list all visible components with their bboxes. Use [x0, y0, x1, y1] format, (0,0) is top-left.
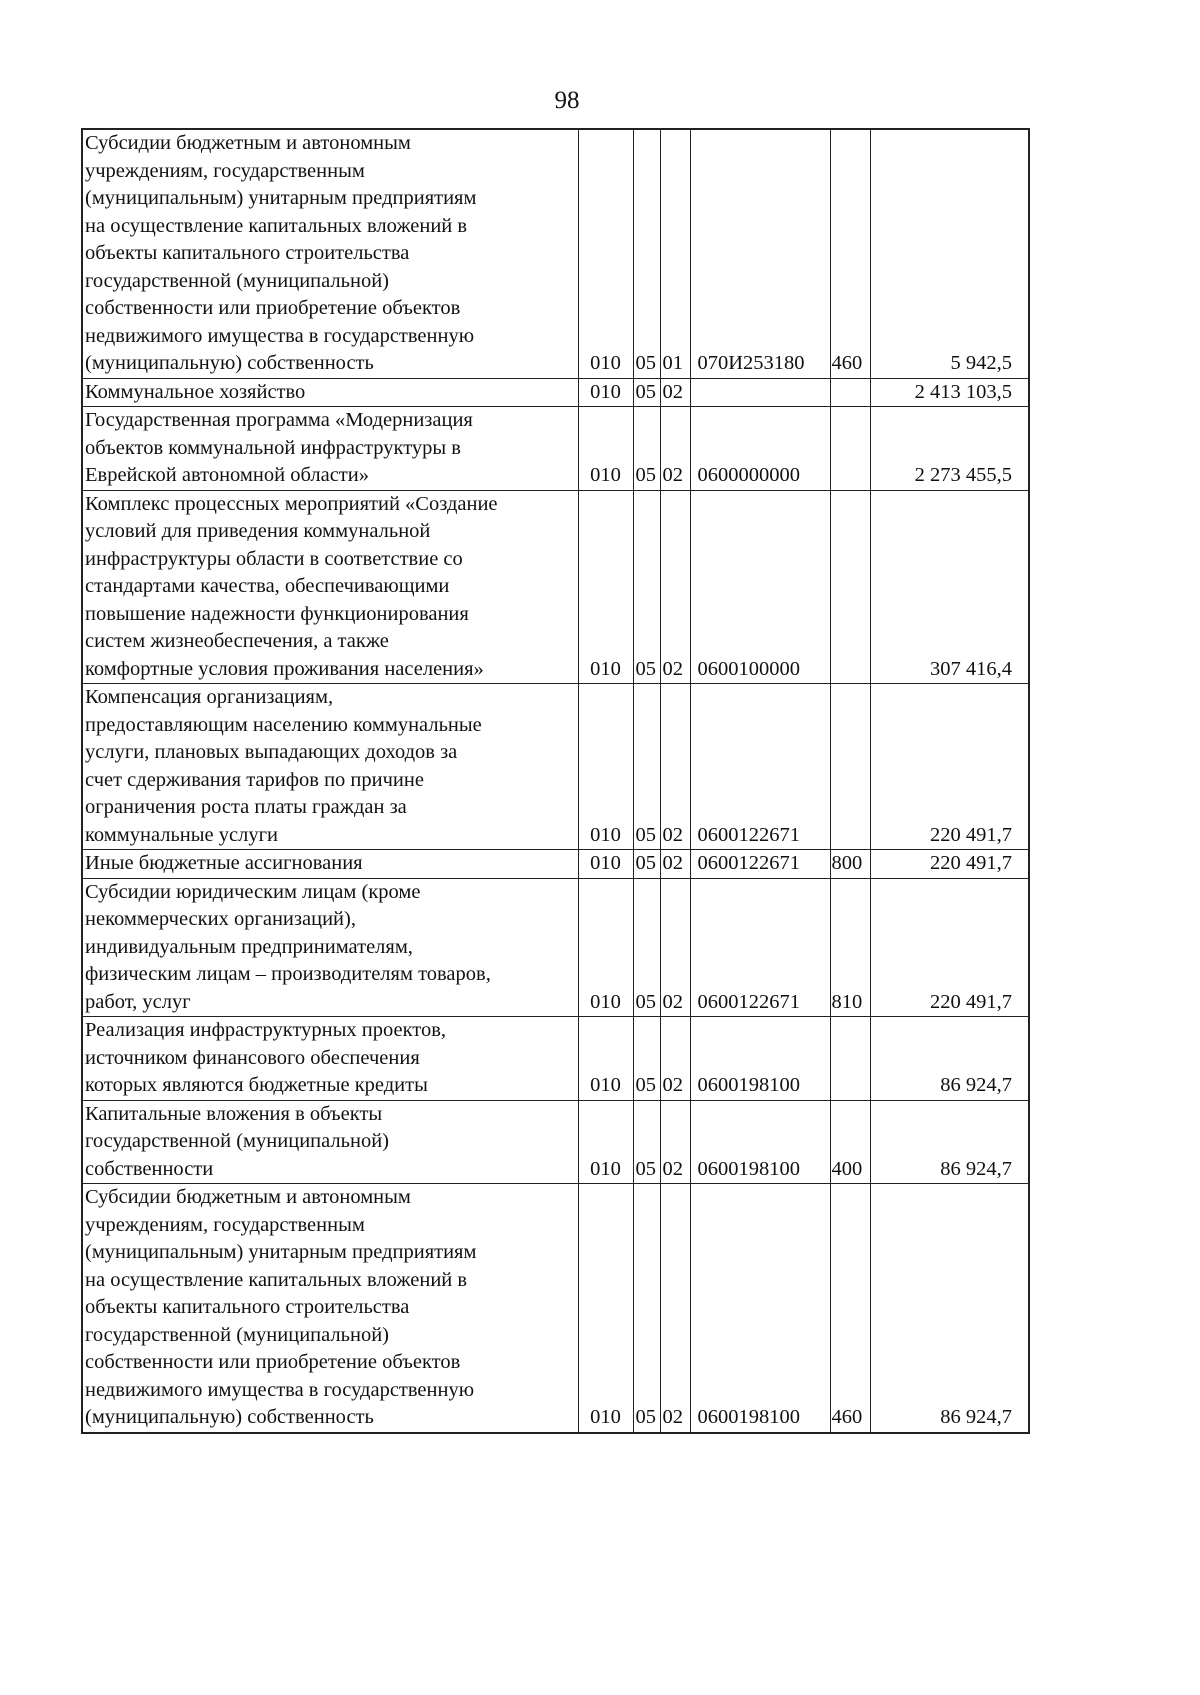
- table-row: [82, 129, 1029, 378]
- subsection-code: 02: [660, 1017, 690, 1101]
- target-article-code: [690, 378, 830, 407]
- admin-code: 010: [578, 1017, 633, 1101]
- subsection-code: 02: [660, 684, 690, 850]
- expense-type-code: [830, 1017, 870, 1101]
- table-row: [82, 850, 1029, 879]
- section-code: 05: [633, 878, 660, 1017]
- amount: 86 924,7: [870, 1184, 1029, 1433]
- amount: 86 924,7: [870, 1100, 1029, 1184]
- table-row: [82, 684, 1029, 850]
- subsection-code: 02: [660, 378, 690, 407]
- target-article-code: 0600198100: [690, 1100, 830, 1184]
- table-row: [82, 878, 1029, 1017]
- amount: 220 491,7: [870, 684, 1029, 850]
- subsection-code: 02: [660, 878, 690, 1017]
- item-name: Субсидии бюджетным и автономным учреждениям, государственным (муниципальным) унитарным предприятиям на осуществление капитальных вложений в объекты капитального строительства государственной (муниципальной) собственности или приобретение объектов недвижимого имущества в государственную (муниципальную) собственность: [82, 1184, 578, 1433]
- item-name: Коммунальное хозяйство: [82, 378, 578, 407]
- item-name: Компенсация организациям, предоставляющим населению коммунальные услуги, плановых выпадающих доходов за счет сдерживания тарифов по причине ограничения роста платы граждан за коммунальные услуги: [82, 684, 578, 850]
- section-code: 05: [633, 129, 660, 378]
- subsection-code: 01: [660, 129, 690, 378]
- subsection-code: 02: [660, 1184, 690, 1433]
- target-article-code: 0600000000: [690, 407, 830, 491]
- table-row: [82, 1017, 1029, 1101]
- section-code: 05: [633, 378, 660, 407]
- page-number: 98: [554, 87, 580, 114]
- subsection-code: 02: [660, 407, 690, 491]
- section-code: 05: [633, 1184, 660, 1433]
- expense-type-code: 460: [830, 1184, 870, 1433]
- budget-table: [81, 128, 1030, 1434]
- expense-type-code: [830, 378, 870, 407]
- item-name: Комплекс процессных мероприятий «Создание условий для приведения коммунальной инфраструктуры области в соответствие со стандартами качества, обеспечивающими повышение надежности функционирования систем жизнеобеспечения, а также комфортные условия проживания населения»: [82, 490, 578, 684]
- target-article-code: 070И253180: [690, 129, 830, 378]
- expense-type-code: 800: [830, 850, 870, 879]
- expense-type-code: [830, 490, 870, 684]
- target-article-code: 0600122671: [690, 878, 830, 1017]
- admin-code: 010: [578, 407, 633, 491]
- section-code: 05: [633, 1100, 660, 1184]
- table-row: [82, 1184, 1029, 1433]
- table-body: [82, 129, 1029, 1433]
- target-article-code: 0600100000: [690, 490, 830, 684]
- section-code: 05: [633, 1017, 660, 1101]
- target-article-code: 0600198100: [690, 1017, 830, 1101]
- expense-type-code: [830, 684, 870, 850]
- item-name: Субсидии юридическим лицам (кроме некоммерческих организаций), индивидуальным предпринимателям, физическим лицам – производителям товаров, работ, услуг: [82, 878, 578, 1017]
- subsection-code: 02: [660, 490, 690, 684]
- section-code: 05: [633, 850, 660, 879]
- table-row: [82, 407, 1029, 491]
- admin-code: 010: [578, 878, 633, 1017]
- expense-type-code: [830, 407, 870, 491]
- amount: 220 491,7: [870, 850, 1029, 879]
- item-name: Капитальные вложения в объекты государственной (муниципальной) собственности: [82, 1100, 578, 1184]
- admin-code: 010: [578, 1184, 633, 1433]
- admin-code: 010: [578, 1100, 633, 1184]
- admin-code: 010: [578, 129, 633, 378]
- subsection-code: 02: [660, 850, 690, 879]
- expense-type-code: 810: [830, 878, 870, 1017]
- section-code: 05: [633, 684, 660, 850]
- expense-type-code: 400: [830, 1100, 870, 1184]
- table-row: [82, 1100, 1029, 1184]
- table-row: [82, 490, 1029, 684]
- item-name: Субсидии бюджетным и автономным учреждениям, государственным (муниципальным) унитарным предприятиям на осуществление капитальных вложений в объекты капитального строительства государственной (муниципальной) собственности или приобретение объектов недвижимого имущества в государственную (муниципальную) собственность: [82, 129, 578, 378]
- item-name: Государственная программа «Модернизация объектов коммунальной инфраструктуры в Еврейской автономной области»: [82, 407, 578, 491]
- admin-code: 010: [578, 490, 633, 684]
- amount: 86 924,7: [870, 1017, 1029, 1101]
- amount: 5 942,5: [870, 129, 1029, 378]
- target-article-code: 0600122671: [690, 684, 830, 850]
- admin-code: 010: [578, 378, 633, 407]
- admin-code: 010: [578, 850, 633, 879]
- admin-code: 010: [578, 684, 633, 850]
- table-row: [82, 378, 1029, 407]
- expense-type-code: 460: [830, 129, 870, 378]
- amount: 2 413 103,5: [870, 378, 1029, 407]
- amount: 2 273 455,5: [870, 407, 1029, 491]
- amount: 220 491,7: [870, 878, 1029, 1017]
- target-article-code: 0600122671: [690, 850, 830, 879]
- item-name: Реализация инфраструктурных проектов, источником финансового обеспечения которых являются бюджетные кредиты: [82, 1017, 578, 1101]
- subsection-code: 02: [660, 1100, 690, 1184]
- section-code: 05: [633, 490, 660, 684]
- item-name: Иные бюджетные ассигнования: [82, 850, 578, 879]
- target-article-code: 0600198100: [690, 1184, 830, 1433]
- section-code: 05: [633, 407, 660, 491]
- amount: 307 416,4: [870, 490, 1029, 684]
